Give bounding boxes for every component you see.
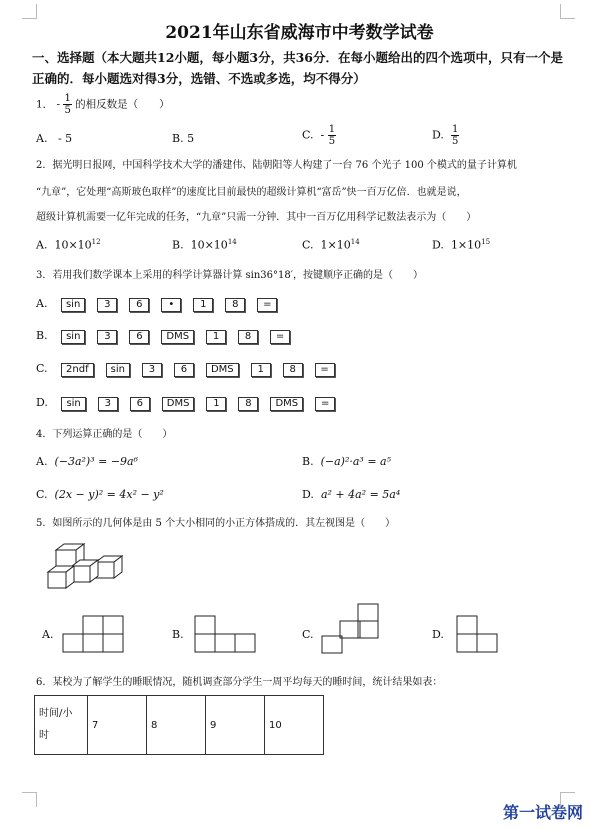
q2-option-a[interactable]: A. $10\times 10^{12}$: [36, 238, 101, 252]
key-dms: DMS: [270, 397, 303, 411]
q3-option-c[interactable]: C. 2ndf sin 3 6 DMS 1 8 =: [36, 362, 347, 377]
table-cell: 8: [147, 696, 206, 755]
table-cell: 9: [206, 696, 265, 755]
corner-mark-bottom-left: [22, 792, 37, 807]
question-2-line-3: 超级计算机需要一亿年完成的任务，“九章”只需一分钟．其中一百万亿用科学记数法表示为（ ）: [36, 212, 477, 223]
key-6: 6: [129, 330, 149, 344]
key-dms: DMS: [206, 363, 239, 377]
key-dot: •: [161, 298, 181, 312]
q5-option-b-label[interactable]: B.: [172, 628, 184, 641]
key-2ndf: 2ndf: [61, 363, 94, 377]
corner-mark-top-right: [560, 4, 575, 19]
question-1-stem: 1． - $\frac{1}{5}$ 的相反数是（ ）: [36, 93, 170, 116]
key-3: 3: [97, 330, 117, 344]
q1-option-d[interactable]: D. $\frac{1}{5}$: [432, 124, 459, 147]
key-sin: sin: [61, 397, 85, 411]
q3-option-b[interactable]: B. sin 3 6 DMS 1 8 =: [36, 329, 302, 344]
question-2-line-2: “九章”，它处理“高斯玻色取样”的速度比目前最快的超级计算机“富岳”快一百万亿倍．也就是说，: [36, 187, 467, 198]
q5-option-d-label[interactable]: D.: [432, 628, 444, 641]
key-equals: =: [270, 330, 290, 344]
key-3: 3: [142, 363, 162, 377]
q1-option-b[interactable]: B. 5: [172, 132, 195, 145]
watermark-logo: 第一试卷网: [502, 803, 583, 822]
key-3: 3: [97, 298, 117, 312]
question-5-stem: 5．如图所示的几何体是由 5 个大小相同的小正方体搭成的．其左视图是（ ）: [36, 518, 396, 529]
question-6-stem: 6．某校为了解学生的睡眠情况，随机调查部分学生一周平均每天的睡时间，统计结果如表：: [36, 677, 443, 688]
q4-option-b[interactable]: B. (−a)²·a³ = a⁵: [302, 455, 392, 468]
key-6: 6: [129, 298, 149, 312]
q5-option-c-view: [320, 602, 384, 656]
key-dms: DMS: [162, 397, 195, 411]
table-header-cell: 时间/小 时: [35, 696, 88, 755]
key-dms: DMS: [161, 330, 194, 344]
fraction: $\frac{1}{5}$: [64, 93, 71, 116]
q1-option-c[interactable]: C. - $\frac{1}{5}$: [302, 124, 336, 147]
key-1: 1: [206, 330, 226, 344]
key-equals: =: [315, 397, 335, 411]
table-cell: 7: [88, 696, 147, 755]
q5-option-c-label[interactable]: C.: [302, 628, 314, 641]
key-1: 1: [251, 363, 271, 377]
q3-option-a[interactable]: A. sin 3 6 • 1 8 =: [36, 297, 289, 312]
section-heading: 一、选择题（本大题共12小题，每小题3分，共36分．在每小题给出的四个选项中，只有一个是正确的．每小题选对得3分，选错、不选或多选，均不得分）: [32, 50, 563, 86]
q4-option-a[interactable]: A. (−3a²)³ = −9a⁶: [36, 455, 139, 468]
key-8: 8: [238, 397, 258, 411]
q2-option-c[interactable]: C. $1\times 10^{14}$: [302, 238, 360, 252]
key-6: 6: [174, 363, 194, 377]
q2-option-b[interactable]: B. $10\times 10^{14}$: [172, 238, 237, 252]
question-2-line-1: 2．据光明日报网，中国科学技术大学的潘建伟、陆朝阳等人构建了一台 76 个光子 100 个模式的量子计算机: [36, 160, 517, 171]
key-sin: sin: [61, 330, 85, 344]
q4-option-c[interactable]: C. (2x − y)² = 4x² − y²: [36, 488, 164, 501]
exam-title: 2021年山东省威海市中考数学试卷: [165, 23, 434, 43]
key-8: 8: [238, 330, 258, 344]
key-equals: =: [257, 298, 277, 312]
table-cell: 10: [265, 696, 324, 755]
key-equals: =: [315, 363, 335, 377]
q3-option-d[interactable]: D. sin 3 6 DMS 1 8 DMS =: [36, 396, 347, 411]
key-sin: sin: [106, 363, 130, 377]
q2-option-d[interactable]: D. $1\times 10^{15}$: [432, 238, 491, 252]
key-6: 6: [130, 397, 150, 411]
key-8: 8: [283, 363, 303, 377]
solid-figure: [44, 542, 124, 598]
corner-mark-top-left: [22, 4, 37, 19]
q1-option-a[interactable]: A. - 5: [36, 132, 73, 145]
key-1: 1: [193, 298, 213, 312]
key-1: 1: [206, 397, 226, 411]
q4-option-d[interactable]: D. a² + 4a² = 5a⁴: [302, 488, 401, 501]
q5-option-a-view: [62, 614, 126, 654]
q5-option-a-label[interactable]: A.: [42, 628, 54, 641]
key-8: 8: [225, 298, 245, 312]
question-4-stem: 4．下列运算正确的是（ ）: [36, 429, 173, 440]
q5-option-b-view: [194, 614, 258, 654]
key-3: 3: [98, 397, 118, 411]
question-3-stem: 3．若用我们数学课本上采用的科学计算器计算 sin36°18′，按键顺序正确的是（ ）: [36, 270, 424, 281]
key-sin: sin: [61, 298, 85, 312]
q5-option-d-view: [456, 614, 500, 654]
sleep-time-table: [34, 695, 324, 755]
